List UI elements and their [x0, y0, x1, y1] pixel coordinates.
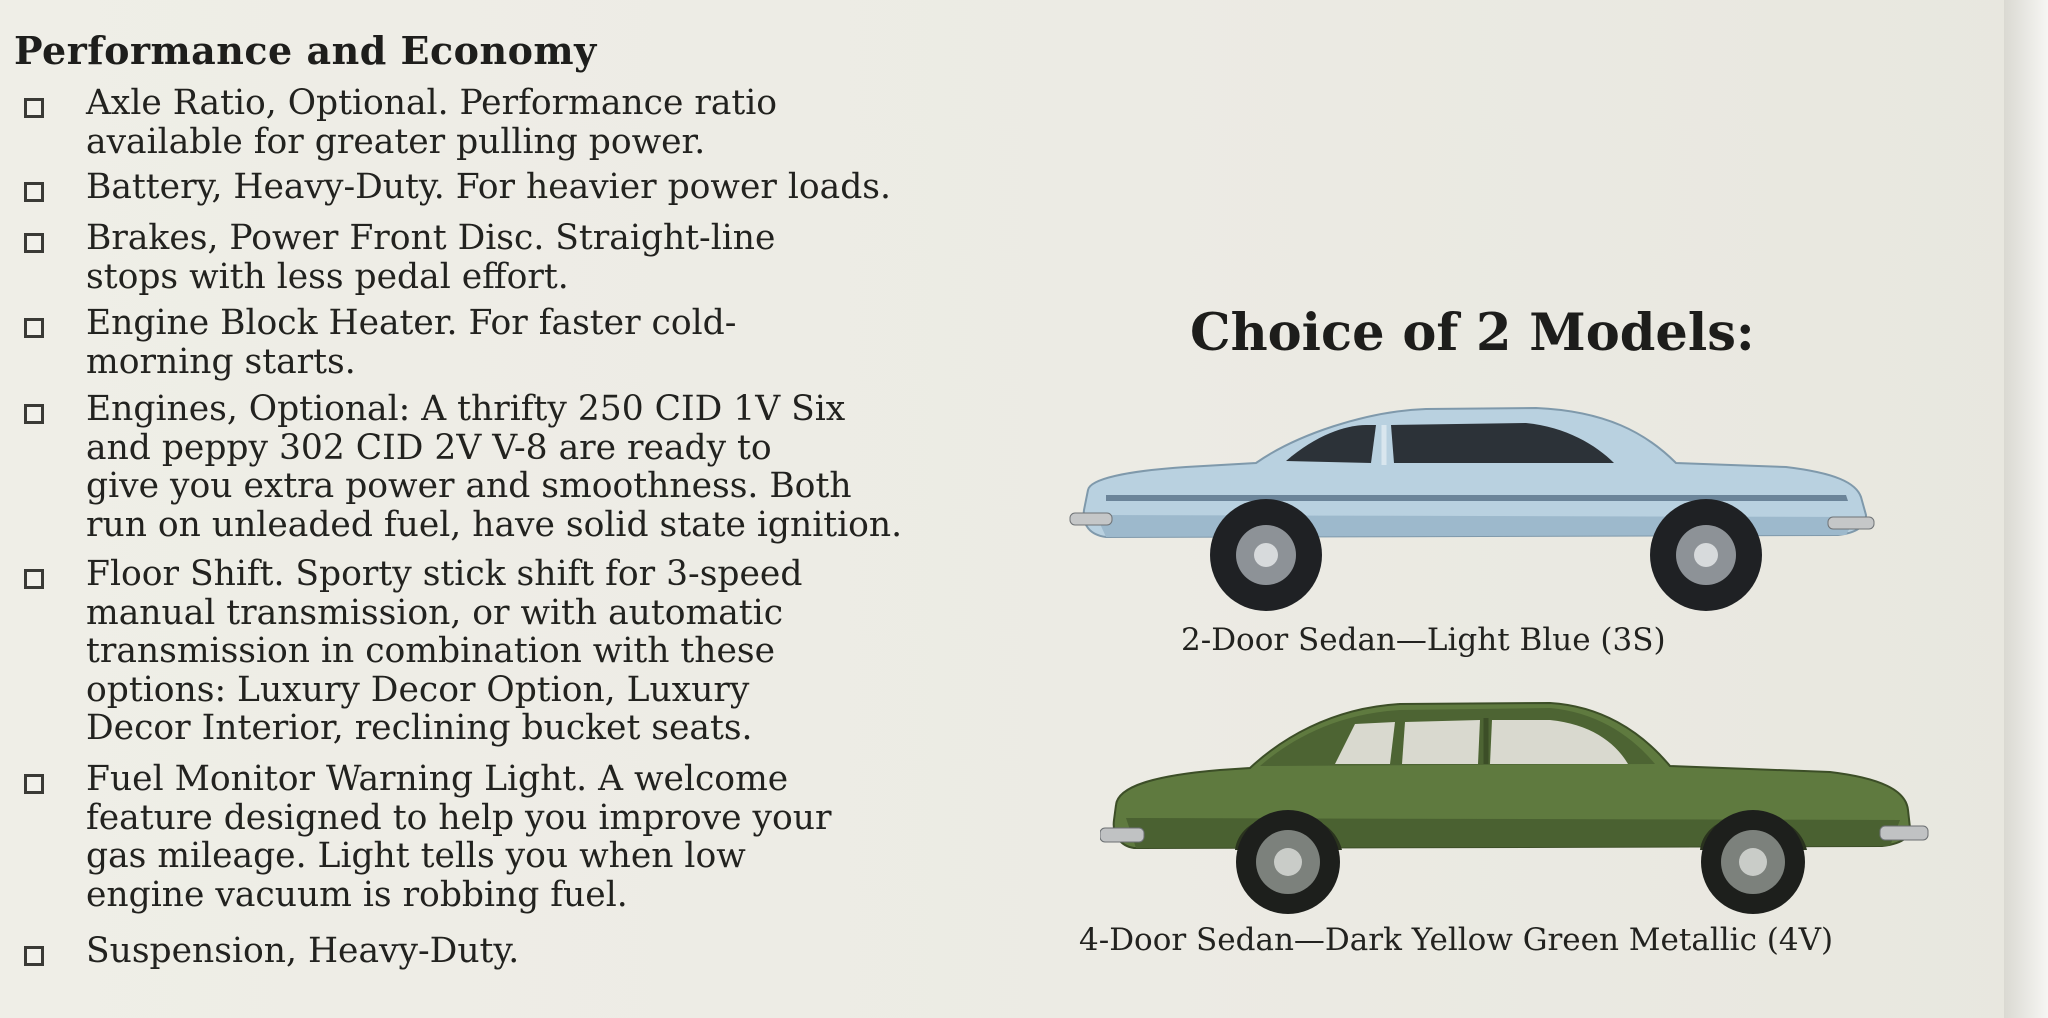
checkbox-icon[interactable]: [24, 946, 44, 966]
option-text: Engine Block Heater. For faster cold- morning starts.: [86, 303, 737, 382]
option-text: Axle Ratio, Optional. Performance ratio available for greater pulling power.: [86, 83, 778, 162]
option-text: Floor Shift. Sporty stick shift for 3-speed manual transmission, or with automatic transmission in combination with these options: Luxury Decor Option, Luxury Decor Interior, reclining bucket seats.: [86, 554, 803, 748]
car-image-2-door: [1066, 405, 1876, 620]
models-heading: Choice of 2 Models:: [1190, 303, 1755, 363]
car-image-4-door: [1100, 700, 1930, 915]
option-text: Engines, Optional: A thrifty 250 CID 1V Six and peppy 302 CID 2V V-8 are ready to give you extra power and smoothness. Both run on unleaded fuel, have solid state ignition.: [86, 389, 903, 545]
option-text: Brakes, Power Front Disc. Straight-line stops with less pedal effort.: [86, 218, 776, 297]
car-caption-4-door: 4-Door Sedan—Dark Yellow Green Metallic (4V): [1079, 922, 1834, 958]
option-text: Fuel Monitor Warning Light. A welcome feature designed to help you improve your gas mileage. Light tells you when low engine vacuum is robbing fuel.: [86, 759, 832, 915]
car-caption-2-door: 2-Door Sedan—Light Blue (3S): [1181, 622, 1666, 658]
checkbox-icon[interactable]: [24, 98, 44, 118]
checkbox-icon[interactable]: [24, 182, 44, 202]
checkbox-icon[interactable]: [24, 569, 44, 589]
section-title: Performance and Economy: [14, 28, 597, 73]
option-text: Suspension, Heavy-Duty.: [86, 931, 520, 971]
checkbox-icon[interactable]: [24, 774, 44, 794]
page-edge: [2004, 0, 2048, 1018]
checkbox-icon[interactable]: [24, 233, 44, 253]
option-text: Battery, Heavy-Duty. For heavier power loads.: [86, 167, 891, 207]
checkbox-icon[interactable]: [24, 318, 44, 338]
checkbox-icon[interactable]: [24, 404, 44, 424]
